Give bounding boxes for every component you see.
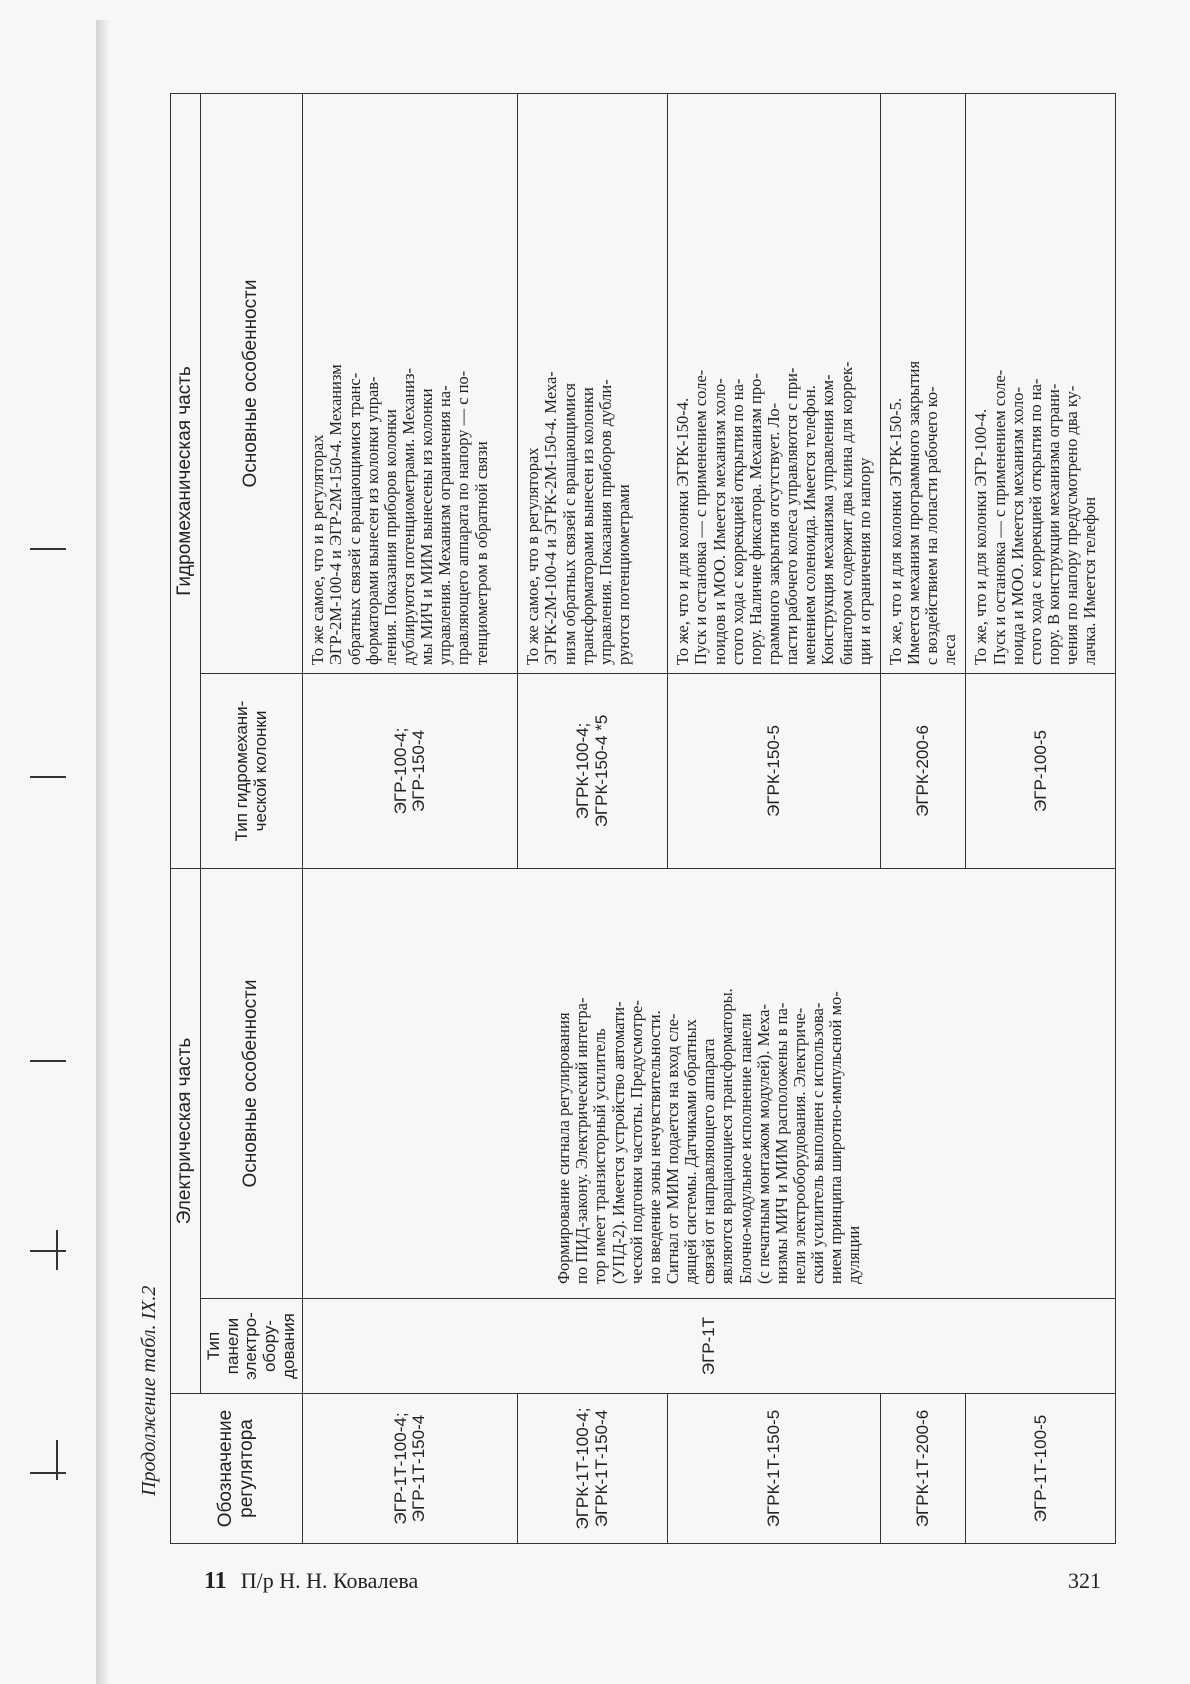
table-caption: Продолжение табл. IX.2 [138, 1285, 160, 1496]
hydro-features-cell: То же, что и для колонки ЭГРК-150-5. Имеется механизм программного закрытия с воздействием на лопасти рабочего ко- леса [880, 93, 966, 673]
column-type: ЭГР-100-5 [966, 673, 1116, 868]
hydro-features-cell: То же самое, что и в регуляторах ЭГР-2М-100-4 и ЭГР-2М-150-4. Механизм обратных связей с вращающимися транс- форматорами вынесен из колонки управ- ления. Показания приборов колонки дублируются потенциометрами. Механиз- мы МИЧ и МИМ вынесены из колонки управления. Механизм ограничения на- правляющего аппарата по напору — с по- тенциометром в обратной связи [303, 93, 518, 673]
regulators-table [170, 93, 1116, 1544]
header-hydromech: Гидромеханическая часть [171, 93, 201, 868]
header-row-sub [200, 93, 302, 1543]
footer-editor-line [204, 1568, 418, 1595]
margin-rule [30, 1250, 66, 1252]
table-row [303, 93, 518, 1543]
header-hydro-features: Основные особенности [200, 93, 302, 673]
regulator-designation: ЭГРК-1Т-200-6 [880, 1394, 966, 1544]
header-panel-type: Тип панели электро-обору-дования [200, 1299, 302, 1394]
regulator-designation: ЭГРК-1Т-150-5 [668, 1394, 881, 1544]
hydro-features-cell: То же самое, что в регуляторах ЭГРК-2М-100-4 и ЭГРК-2М-150-4. Меха- низм обратных связей с вращающимися трансформаторами вынесен из колонки управления. Показания приборов дубли- руются потенциометрами [518, 93, 668, 673]
margin-rule [30, 1472, 66, 1474]
regulator-designation: ЭГРК-1Т-100-4; ЭГРК-1Т-150-4 [518, 1394, 668, 1544]
page-number: 321 [1068, 1568, 1101, 1593]
electrical-features-cell: Формирование сигнала регулирования по ПИД-закону. Электрический интегра- тор имеет транзисторный усилитель (УПД-2). Имеется устройство автомати- ческой подгонки частоты. Предусмотре- но введение зоны нечувствительности. Сигнал от МИМ подается на вход сле- дящей системы. Датчиками обратных связей от направляющего аппарата являются вращающиеся трансформаторы. Блочно-модульное исполнение панели (с печатным монтажом модулей). Меха- низмы МИЧ и МИМ расположены в па- нели электрооборудования. Электриче- ский усилитель выполнен с использова- нием принципа широтно-импульсной мо- дуляции [303, 868, 1116, 1298]
column-type: ЭГРК-150-5 [668, 673, 881, 868]
editor-credit: П/р Н. Н. Ковалева [240, 1568, 419, 1593]
column-type: ЭГРК-100-4; ЭГРК-150-4 *5 [518, 673, 668, 868]
regulator-designation: ЭГР-1Т-100-4; ЭГР-1Т-150-4 [303, 1394, 518, 1544]
column-type: ЭГРК-200-6 [880, 673, 966, 868]
header-electrical: Электрическая часть [171, 868, 201, 1393]
header-designation: Обозначение регулятора [171, 1394, 303, 1544]
header-electrical-features: Основные особенности [200, 868, 302, 1298]
panel-type-cell: ЭГР-1Т [303, 1299, 1116, 1394]
hydro-features-cell: То же, что и для колонки ЭГРК-150-4. Пуск и остановка — с применением соле- ноидов и МОО. Имеется механизм холо- стого хода с коррекцией открытия по на- пору. Наличие фиксатора. Механизм про- граммного закрытия отсутствует. Ло- пасти рабочего колеса управляются с при- менением соленоида. Имеется телефон. Конструкция механизма управления ком- бинатором содержит два клина для коррек- ции и ограничения по напору [668, 93, 881, 673]
header-column-type: Тип гидромехани-ческой колонки [200, 673, 302, 868]
hydro-features-cell: То же, что и для колонки ЭГР-100-4. Пуск и остановка — с применением соле- ноида и МОО. Имеется механизм холо- стого хода с коррекцией открытия по на- пору. В конструкции механизма ограни- чения по напору предусмотрено два ку- лачка. Имеется телефон [966, 93, 1116, 673]
signature-number: 11 [204, 1568, 227, 1594]
column-type: ЭГР-100-4; ЭГР-150-4 [303, 673, 518, 868]
margin-rule [30, 1060, 66, 1062]
rotated-table-wrapper [170, 94, 1100, 1544]
page-binding-shadow [96, 20, 110, 1684]
margin-rule [30, 548, 66, 550]
margin-rule [56, 1440, 58, 1480]
header-row-top [171, 93, 201, 1543]
margin-rule [56, 1230, 58, 1270]
regulator-designation: ЭГР-1Т-100-5 [966, 1394, 1116, 1544]
margin-rule [30, 776, 66, 778]
